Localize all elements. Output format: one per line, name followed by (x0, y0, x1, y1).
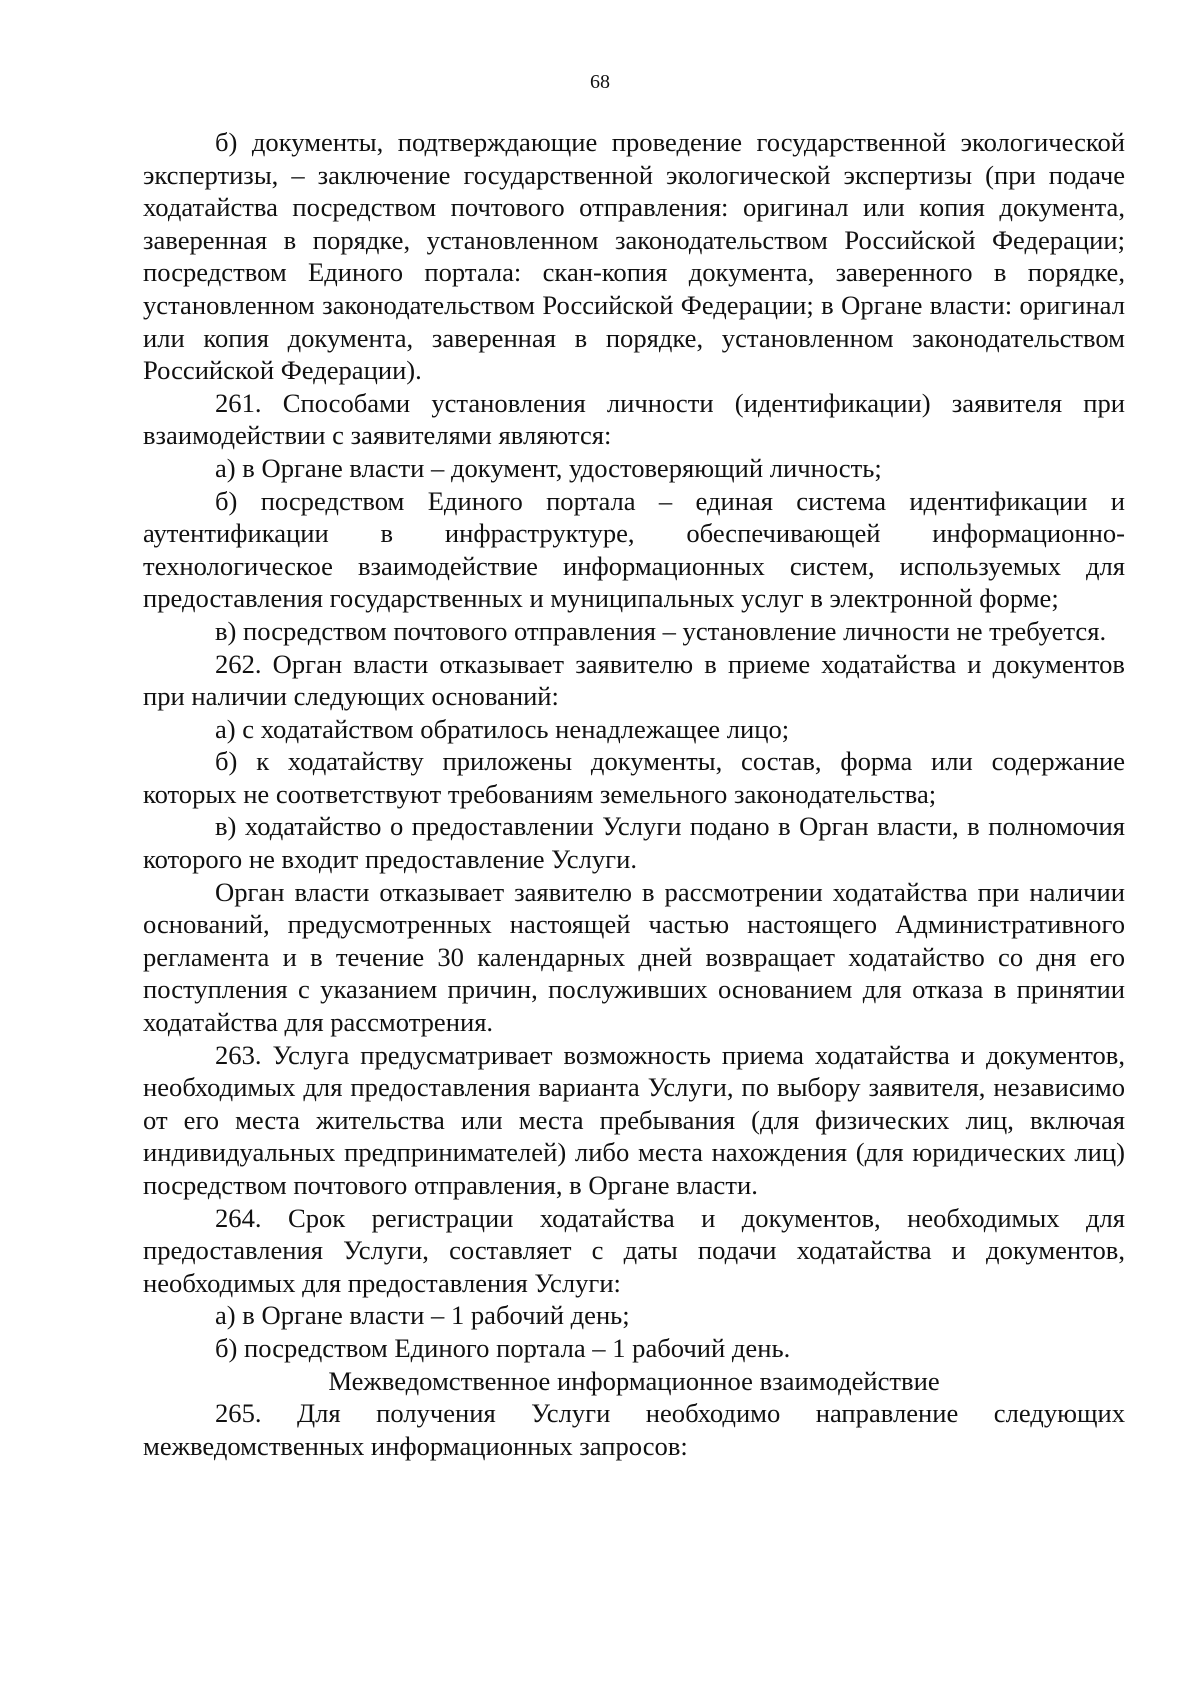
paragraph-265: 265. Для получения Услуги необходимо направление следующих межведомственных информационных запросов: (143, 1398, 1125, 1461)
paragraph-264-b: б) посредством Единого портала – 1 рабочий день. (215, 1332, 791, 1363)
paragraph-264: 264. Срок регистрации ходатайства и документов, необходимых для предоставления Услуги, составляет с даты подачи ходатайства и документов, необходимых для предоставления Услуги: (143, 1202, 1125, 1298)
paragraph-261-v: в) посредством почтового отправления – установление личности не требуется. (215, 615, 1107, 646)
paragraph-264-a: а) в Органе власти – 1 рабочий день; (215, 1300, 630, 1331)
paragraph-262-v: в) ходатайство о предоставлении Услуги подано в Орган власти, в полномочия которого не входит предоставление Услуги. (143, 811, 1125, 875)
section-heading: Межведомственное информационное взаимодействие (328, 1365, 940, 1396)
paragraph-262: 262. Орган власти отказывает заявителю в приеме ходатайства и документов при наличии следующих оснований: (143, 648, 1125, 712)
page-number: 68 (590, 71, 610, 93)
paragraph-262-b: б) к ходатайству приложены документы, состав, форма или содержание которых не соответствуют требованиям земельного законодательства; (143, 746, 1125, 809)
paragraph-b-documents: б) документы, подтверждающие проведение государственной экологической экспертизы, – заключение государственной экологической экспертизы (при подаче ходатайства посредством почтового отправления: оригинал или копия документа, заверенная в порядке, установленном законодательством Российской Федерации; посредством Единого портала: скан-копия документа, заверенного в порядке, установленном законодательством Российской Федерации; в Органе власти: оригинал или копия документа, заверенная в порядке, установленном законодательством Российской Федерации). (143, 127, 1125, 386)
paragraph-261: 261. Способами установления личности (идентификации) заявителя при взаимодействии с заявителями являются: (143, 387, 1125, 451)
paragraph-refusal: Орган власти отказывает заявителю в рассмотрении ходатайства при наличии оснований, предусмотренных настоящей частью настоящего Административного регламента и в течение 30 календарных дней возвращает ходатайство со дня его поступления с указанием причин, послуживших основанием для отказа в принятии ходатайства для рассмотрения. (143, 876, 1125, 1038)
paragraph-262-a: а) с ходатайством обратилось ненадлежащее лицо; (215, 713, 790, 744)
paragraph-261-b: б) посредством Единого портала – единая система идентификации и аутентификации в инфраструктуре, обеспечивающей информационно-технологическое взаимодействие информационных систем, используемых для предоставления государственных и муниципальных услуг в электронной форме; (143, 485, 1125, 614)
paragraph-263: 263. Услуга предусматривает возможность приема ходатайства и документов, необходимых для предоставления варианта Услуги, по выбору заявителя, независимо от его места жительства или места пребывания (для физических лиц, включая индивидуальных предпринимателей) либо места нахождения (для юридических лиц) посредством почтового отправления, в Органе власти. (143, 1039, 1125, 1200)
document-body (143, 126, 1125, 1462)
paragraph-261-a: а) в Органе власти – документ, удостоверяющий личность; (215, 452, 882, 483)
